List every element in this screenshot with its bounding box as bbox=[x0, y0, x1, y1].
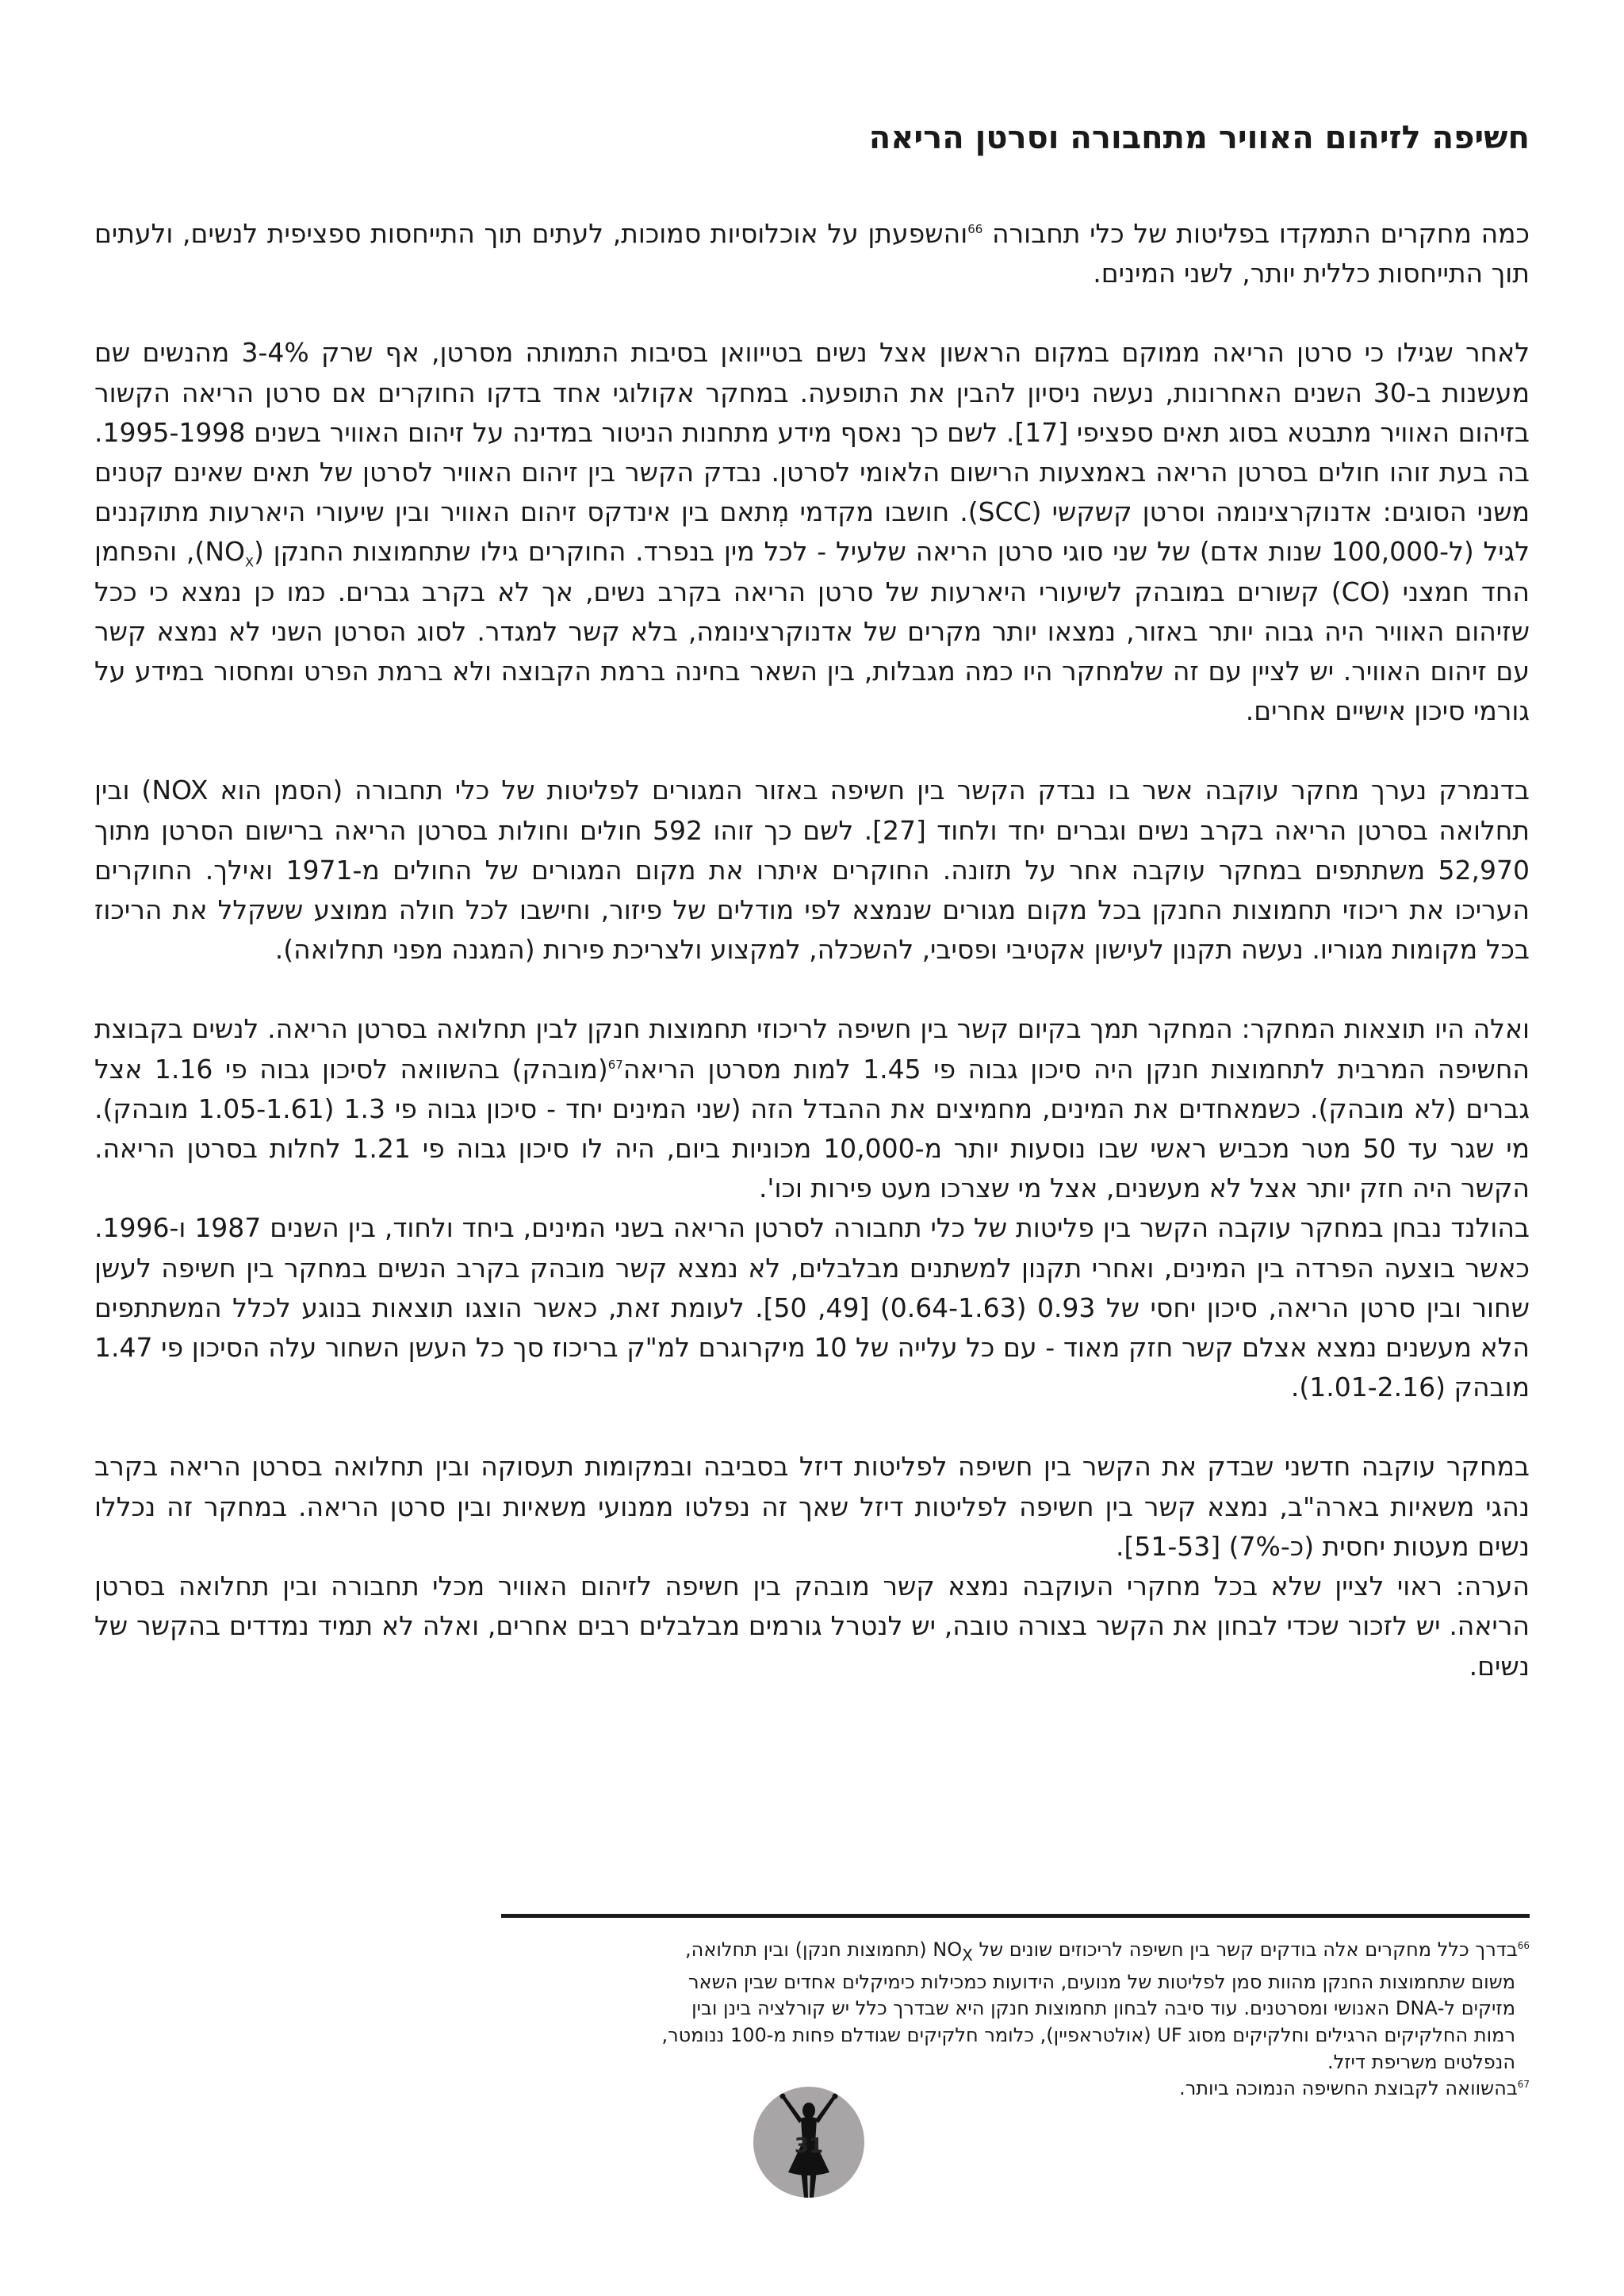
footnote-66-line: רמות החלקיקים הרגילים וחלקיקים מסוג UF (אולטראפיין), כלומר חלקיקים שגודלם פחות מ-100 ננומטר, bbox=[661, 2023, 1515, 2046]
footnote-66 bbox=[501, 1937, 1530, 1969]
paragraph-text: בדנמרק נערך מחקר עוקבה אשר בו נבדק הקשר בין חשיפה באזור המגורים לפליטות של כלי תחבורה (הסמן הוא NOX) ובין תחלואה בסרטן הריאה בקרב נשים וגברים יחד ולחוד [27]. לשם כך זוהו 592 חולים וחולות בסרטן הריאה ברישום הסרטן מתוך 52,970 משתתפים במחקר עוקבה אחר על תזונה. החוקרים איתרו את מקום המגורים של החולים מ-1971 ואילך. החוקרים העריכו את ריכוזי תחמוצות החנקן בכל מקום מגורים שנמצא לפי מודלים של פיזור, וחישבו לכל חולה ממוצע ששקלל את הריכוז בכל מקומות מגוריו. נעשה תקנון לעישון אקטיבי ופסיבי, להשכלה, למקצוע ולצריכת פירות (המגנה מפני תחלואה). bbox=[94, 775, 1530, 966]
paragraph-text: והשפעתן על אוכלוסיות סמוכות, לעתים תוך התייחסות ספציפית לנשים, ולעתים תוך התייחסות כללית יותר, לשני המינים. bbox=[94, 218, 1530, 289]
subscript-x: X bbox=[962, 1945, 973, 1965]
paragraph-text: (מובהק) בהשוואה לסיכון גבוה פי 1.16 אצל גברים (לא מובהק). כשמאחדים את המינים, מחמיצים את ההבדל הזה (שני המינים יחד - סיכון גבוה פי 1.3 (1.05-1.61 מובהק). מי שגר עד 50 מטר מכביש ראשי שבו נוסעות יותר מ-10,000 מכוניות ביום, היה לו סיכון גבוה פי 1.21 לחלות בסרטן הריאה. הקשר היה חזק יותר אצל לא מעשנים, אצל מי שצרכו מעט פירות וכו'. bbox=[94, 1053, 1530, 1204]
footnote-66-line: משום שתחמוצות החנקן מהוות סמן לפליטות של מנועים, הידועות כמכילות כימיקלים אחדים שבין השאר bbox=[688, 1970, 1515, 1993]
paragraph-intro bbox=[94, 214, 1530, 293]
footnote-text: בהשוואה לקבוצת החשיפה הנמוכה ביותר. bbox=[1179, 2077, 1518, 2100]
footnote-text: (תחמוצות חנקן) ובין תחלואה, bbox=[685, 1938, 933, 1961]
paragraph-denmark-study bbox=[94, 771, 1530, 970]
footnote-67 bbox=[501, 2076, 1530, 2103]
paragraph-text: בהולנד נבחן במחקר עוקבה הקשר בין פליטות של כלי תחבורה לסרטן הריאה בשני המינים, ביחד ולחוד, בין השנים 1987 ו-1996. כאשר בוצעה הפרדה בין המינים, ואחרי תקנון למשתנים מבלבלים, לא נמצא קשר מובהק בקרב הנשים במחקר בין חשיפה לעשן שחור ובין סרטן הריאה, סיכון יחסי של 0.93 (0.64-1.63) [49, 50]. לעומת זאת, כאשר הוצגו תוצאות בנוגע לכלל המשתתפים הלא מעשנים נמצא אצלם קשר חזק מאוד - עם כל עלייה של 10 מיקרוגרם למ"ק בריכוז סך כל העשן השחור עלה הסיכון פי 1.47 מובהק (1.01-2.16). bbox=[94, 1212, 1530, 1403]
paragraph-text: ואלה היו תוצאות המחקר: המחקר תמך בקיום קשר בין חשיפה לריכוזי תחמוצות חנקן לבין תחלואה בסרטן הריאה. לנשים בקבוצת החשיפה המרבית לתחמוצות חנקן היה סיכון גבוה פי 1.45 למות מסרטן הריאה bbox=[94, 1013, 1530, 1085]
paragraph-text: ), והפחמן החד חמצני (CO) קשורים במובהק לשיעורי היארעות של סרטן הריאה בקרב נשים, אך לא בקרב גברים. כמו כן נמצא כי ככל שזיהום האוויר היה גבוה יותר באזור, נמצאו יותר מקרים של אדנוקרצינומה, בלא קשר למגדר. לסוג הסרטן השני לא נמצא קשר עם זיהום האוויר. יש לציין עם זה שלמחקר היו כמה מגבלות, בין השאר בחינה ברמת הקבוצה ולא ברמת הפרט ומחסור במידע על גורמי סיכון אישיים אחרים. bbox=[94, 536, 1530, 727]
footnote-text: בדרך כלל מחקרים אלה בודקים קשר בין חשיפה לריכוזים שונים של NO bbox=[933, 1938, 1518, 1961]
subscript-x: X bbox=[244, 555, 254, 571]
footnotes bbox=[501, 1937, 1530, 2103]
body-text bbox=[94, 214, 1530, 1726]
paragraph-taiwan-study bbox=[94, 333, 1530, 731]
footnote-66-line: מזיקים ל-DNA האנושי ומסרטנים. עוד סיבה לבחון תחמוצות חנקן היא שבדרך כלל יש קורלציה בינן ובין bbox=[691, 1997, 1515, 2020]
page-number: 31 bbox=[794, 2134, 824, 2158]
footnote-marker: 67 bbox=[1517, 2079, 1530, 2091]
footnote-marker: 66 bbox=[1517, 1940, 1530, 1951]
footnote-ref-66[interactable]: 66 bbox=[967, 222, 983, 236]
paragraph-netherlands-study bbox=[94, 1208, 1530, 1407]
paragraph-diesel-study bbox=[94, 1447, 1530, 1567]
paragraph-text: הערה: ראוי לציין שלא בכל מחקרי העוקבה נמצא קשר מובהק בין חשיפה לזיהום האוויר מכלי תחבורה ובין תחלואה בסרטן הריאה. יש לזכור שכדי לבחון את הקשר בצורה טובה, יש לנטרל גורמים מבלבלים רבים אחרים, ואלה לא תמיד נמדדים בהקשר של נשים. bbox=[94, 1571, 1530, 1682]
paragraph-denmark-results bbox=[94, 1009, 1530, 1208]
paragraph-text: במחקר עוקבה חדשני שבדק את הקשר בין חשיפה לפליטות דיזל בסביבה ובמקומות תעסוקה ובין תחלואה בסרטן הריאה בקרב נהגי משאיות בארה"ב, נמצא קשר בין חשיפה לפליטות דיזל שאך זה נפלטו ממנועי משאיות ובין סרטן הריאה. במחקר זה נכללו נשים מעטות יחסית (כ-7%) [51-53]. bbox=[94, 1451, 1530, 1562]
paragraph-text: כמה מחקרים התמקדו בפליטות של כלי תחבורה bbox=[982, 218, 1530, 249]
footnote-ref-67[interactable]: 67 bbox=[607, 1057, 623, 1072]
page-title: חשיפה לזיהום האוויר מתחבורה וסרטן הריאה bbox=[868, 120, 1530, 156]
page-number-badge bbox=[753, 2087, 864, 2198]
paragraph-note bbox=[94, 1567, 1530, 1686]
paragraph-text: לאחר שגילו כי סרטן הריאה ממוקם במקום הראשון אצל נשים בטייוואן בסיבות התמותה מסרטן, אף שרק 3-4% מהנשים שם מעשנות ב-30 השנים האחרונות, נעשה ניסיון להבין את התופעה. במחקר אקולוגי אחד בדקו החוקרים אם סרטן הריאה הקשור בזיהום האוויר מתבטא בסוג תאים ספציפי [17]. לשם כך נאסף מידע מתחנות הניטור במדינה על זיהום האוויר בשנים 1995-1998. בה בעת זוהו חולים בסרטן הריאה באמצעות הרישום הלאומי לסרטן. נבדק הקשר בין זיהום האוויר לסרטן של תאים שאינם קטנים משני הסוגים: אדנוקרצינומה וסרטן קשקשי (SCC). חושבו מקדמי מְתאם בין אינדקס זיהום האוויר ובין שיעורי היארעות מתוקננים לגיל (ל-100,000 שנות אדם) של שני סוגי סרטן הריאה שלעיל - לכל מין בנפרד. החוקרים גילו שתחמוצות החנקן (NO bbox=[94, 337, 1530, 568]
footnote-divider bbox=[501, 1914, 1530, 1918]
footnote-66-line: הנפלטים משריפת דיזל. bbox=[1327, 2050, 1515, 2073]
